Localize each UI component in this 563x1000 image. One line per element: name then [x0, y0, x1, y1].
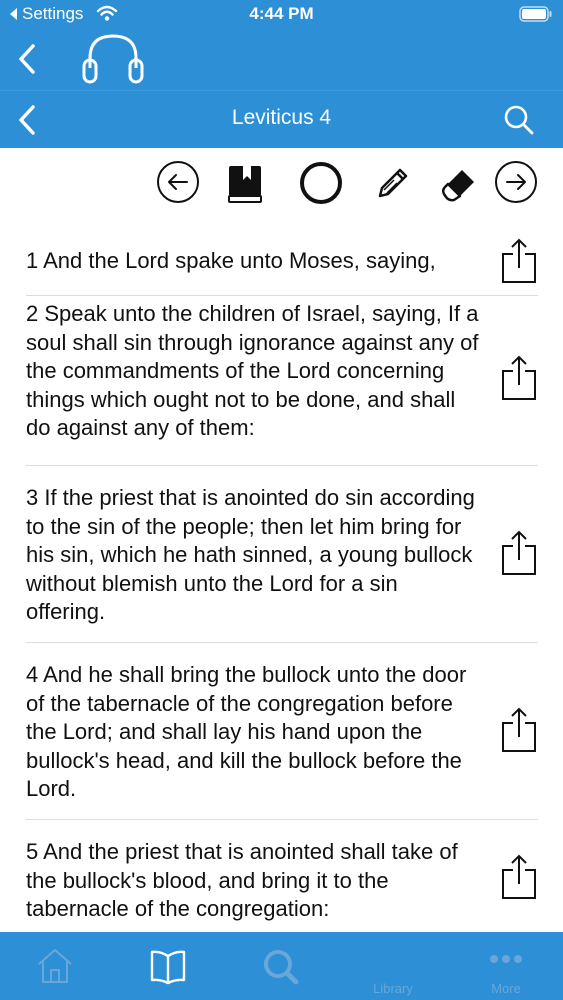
share-icon[interactable] — [500, 238, 538, 284]
verse-toolbar — [0, 160, 563, 218]
audio-nav-bar — [0, 30, 563, 88]
note-button[interactable] — [372, 164, 412, 204]
next-chapter-button[interactable] — [494, 160, 538, 204]
tab-home[interactable] — [15, 932, 95, 1000]
tab-bar — [0, 932, 563, 1000]
highlight-button[interactable] — [298, 160, 344, 206]
verse-row[interactable] — [26, 466, 538, 643]
erase-button[interactable] — [440, 166, 478, 204]
pencil-icon — [372, 164, 412, 204]
tab-bible[interactable] — [128, 932, 208, 1000]
verse-row[interactable] — [26, 230, 538, 296]
previous-chapter-button[interactable] — [156, 160, 200, 204]
verse-text: 4 And he shall bring the bullock unto the door of the tabernacle of the congregation before the Lord; and shall lay his hand upon the bullock's head, and kill the bullock before the Lord. — [26, 662, 467, 802]
tab-library-label: Library — [373, 981, 413, 996]
status-time: 4:44 PM — [249, 4, 314, 23]
battery-icon — [519, 6, 553, 22]
top-bar — [0, 0, 563, 148]
search-icon[interactable] — [503, 104, 535, 136]
tab-more-label: More — [491, 981, 521, 996]
back-chevron-icon[interactable] — [14, 42, 40, 76]
tab-search[interactable] — [241, 932, 321, 1000]
home-icon — [15, 946, 95, 986]
headphones-icon[interactable] — [80, 32, 146, 86]
bookmark-book-icon — [226, 164, 264, 204]
chapter-nav-bar — [0, 90, 563, 148]
share-icon[interactable] — [500, 530, 538, 576]
verse-text: 2 Speak unto the children of Israel, saying, If a soul shall sin through ignorance against any of the commandments of the Lord concerning things which ought not to be done, and shall do against any of them: — [26, 301, 479, 441]
arrow-left-circle-icon — [156, 160, 200, 204]
verse-row[interactable] — [26, 296, 538, 466]
circle-icon — [298, 160, 344, 206]
verse-text: 3 If the priest that is anointed do sin according to the sin of the people; then let him bring for his sin, which he hath sinned, a young bullock without blemish unto the Lord for a sin offering. — [26, 485, 475, 625]
eraser-icon — [440, 166, 478, 204]
verse-row[interactable] — [26, 820, 538, 930]
verse-row[interactable] — [26, 643, 538, 820]
share-icon[interactable] — [500, 707, 538, 753]
book-open-icon — [128, 946, 208, 986]
verse-list — [26, 230, 538, 930]
verse-text: 5 And the priest that is anointed shall take of the bullock's blood, and bring it to the tabernacle of the congregation: — [26, 839, 458, 922]
tab-more[interactable] — [466, 932, 546, 1000]
verse-text: 1 And the Lord spake unto Moses, saying, — [26, 248, 436, 273]
library-icon — [353, 946, 433, 986]
status-bar — [0, 0, 563, 30]
back-app-label: Settings — [22, 4, 84, 23]
tab-library[interactable] — [353, 932, 433, 1000]
bookmark-button[interactable] — [226, 164, 264, 204]
share-icon[interactable] — [500, 355, 538, 401]
more-icon — [466, 946, 546, 986]
chapter-title: Leviticus 4 — [231, 106, 332, 129]
share-icon[interactable] — [500, 854, 538, 900]
arrow-right-circle-icon — [494, 160, 538, 204]
search-icon — [241, 946, 321, 986]
